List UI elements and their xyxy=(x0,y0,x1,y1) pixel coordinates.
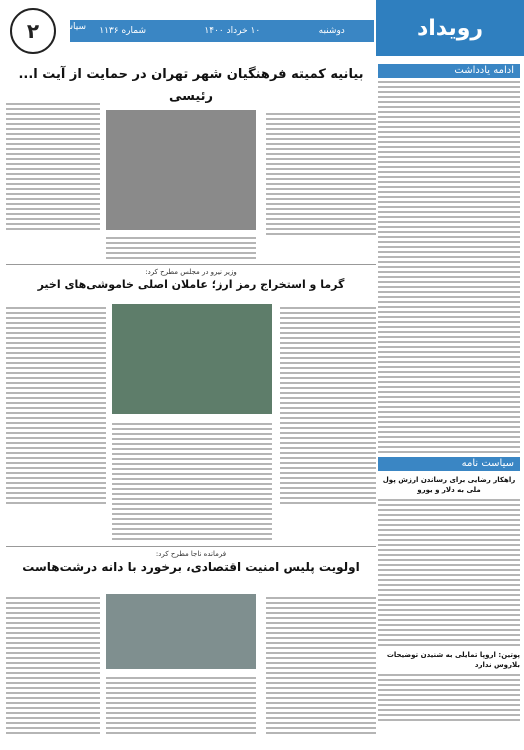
article-3-kicker: فرمانده ناجا مطرح کرد: xyxy=(155,550,227,558)
right-column xyxy=(378,64,520,744)
editorial-text xyxy=(378,81,520,453)
page-header xyxy=(0,0,524,56)
article-1-headline: بیانیه کمیته فرهنگیان شهر تهران در حمایت از آیت ا... رئیسی xyxy=(18,67,364,104)
article-1-text-right xyxy=(266,110,376,238)
article-1-text-left xyxy=(6,100,100,233)
article-3-headline: اولویت پلیس امنیت اقتصادی، برخورد با دانه درشت‌هاست xyxy=(22,560,360,574)
article-1-text-bottom xyxy=(106,234,256,262)
issue-label: شماره ۱۱۳۶ xyxy=(99,26,146,36)
article-3 xyxy=(6,550,376,574)
article-3-text-right xyxy=(266,594,376,737)
politics-title: سیاست نامه xyxy=(378,457,520,471)
bottom-text xyxy=(378,674,520,721)
politics-subhead: راهکار رضایی برای رساندن ارزش پول ملی به دلار و یورو xyxy=(382,476,516,494)
article-3-photo xyxy=(106,594,256,669)
article-2-text-left xyxy=(6,304,106,507)
date-strip xyxy=(70,20,374,42)
article-2-text-bottom xyxy=(112,420,272,543)
editorial-title: ادامه یادداشت xyxy=(378,64,520,78)
main-area xyxy=(6,64,376,744)
article-3-text-bottom xyxy=(106,674,256,737)
article-3-text-left xyxy=(6,594,100,737)
article-2-kicker: وزیر نیرو در مجلس مطرح کرد: xyxy=(145,268,237,276)
day-label: دوشنبه xyxy=(318,26,345,36)
article-2-text-right xyxy=(280,304,376,507)
page-number: ۲ xyxy=(10,8,56,54)
article-2 xyxy=(6,268,376,291)
section-label: سیاسی xyxy=(58,22,87,32)
masthead-logo: رویداد xyxy=(376,0,524,56)
politics-text xyxy=(378,499,520,646)
bottom-subhead: پوتین: اروپا تمایلی به شنیدن توضیحات بلاروس ندارد xyxy=(386,651,520,669)
article-2-photo xyxy=(112,304,272,414)
date-label: ۱۰ خرداد ۱۴۰۰ xyxy=(204,26,261,36)
article-1-photo xyxy=(106,110,256,230)
article-2-headline: گرما و استخراج رمز ارز؛ عاملان اصلی خاموشی‌های اخیر xyxy=(37,278,345,291)
